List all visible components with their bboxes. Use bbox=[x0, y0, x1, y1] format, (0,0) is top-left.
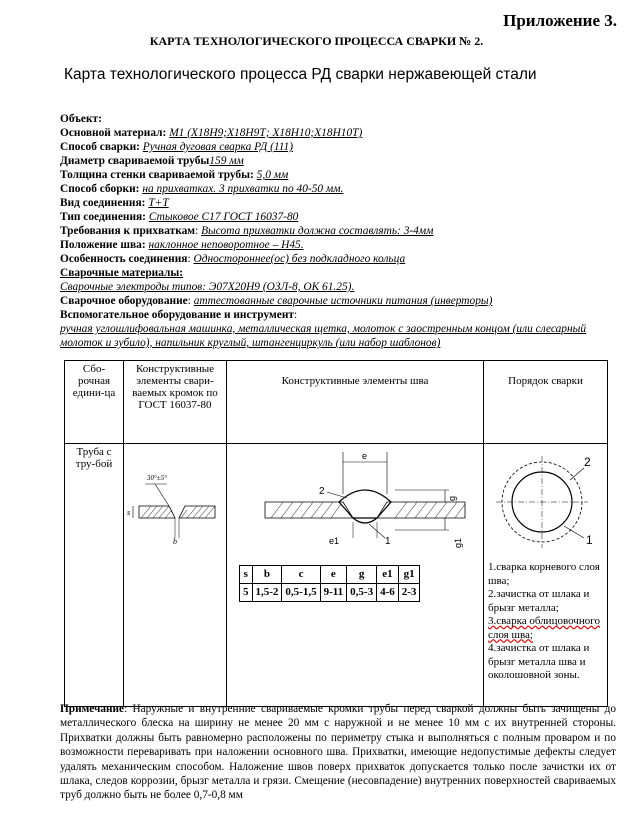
edges-sketch-cell bbox=[124, 444, 227, 707]
note-label: Примечание bbox=[60, 703, 125, 715]
wall-value: 5,0 мм bbox=[256, 169, 289, 181]
left-plate bbox=[139, 506, 175, 518]
b-label: b bbox=[173, 537, 177, 546]
order-label-2: 2 bbox=[583, 455, 591, 469]
equipment-label: Сварочное оборудование bbox=[60, 295, 188, 307]
feature-row: Особенность соединения: Одностороннее(ос) без подкладного кольца bbox=[60, 253, 406, 265]
unit-cell: Труба с тру-бой bbox=[65, 444, 124, 707]
note-paragraph bbox=[60, 702, 616, 803]
consumables-row bbox=[60, 266, 620, 280]
base-material-value: М1 (Х18Н9;Х18Н9Т; Х18Н10;Х18Н10Т) bbox=[169, 127, 363, 139]
assembly-row bbox=[60, 182, 620, 196]
dims-h-e1: e1 bbox=[377, 566, 399, 584]
dims-h-g1: g1 bbox=[398, 566, 420, 584]
dims-h-e: e bbox=[320, 566, 347, 584]
note-text: : Наружные и внутренние свариваемые кромки трубы перед сваркой должны быть зачищены до металлического блеска на ширину не менее 20 мм с наружной и не менее 10 мм с их внутренней стороны. Прихватки должны быть равномерно расположены по периметру стыка и выполняться с полным проваром и по возможности переваривать при наложении основного шва. Прихватки, имеющие недопустимые дефекты следует удалять механическим способом. Наложение швов поверх прихваток допускается только после зачистки их от шлака, следов коррозии, брызг металла и грязи. Смещение (несовпадение) внутренних поверхностей свариваемых труб должно быть не более 0,7-0,8 мм bbox=[60, 703, 616, 802]
consumables-value: Сварочные электроды типов: Э07Х20Н9 (ОЗЛ-8, ОК 61.25). bbox=[60, 281, 355, 293]
method-value: Ручная дуговая сварка РД (111) bbox=[142, 141, 294, 153]
g1-label: g1 bbox=[453, 537, 463, 548]
position-row bbox=[60, 238, 620, 252]
dims-h-c: c bbox=[282, 566, 320, 584]
appendix-label: Приложение 3. bbox=[503, 11, 617, 30]
joint-type-label: Тип соединения: bbox=[60, 211, 146, 223]
process-fields bbox=[60, 112, 620, 350]
aux-value: ручная углошлифовальная машинка, металлическая щетка, молоток с заостренным концом (или слесарный молоток и зубило), напильник круглый, штангенциркуль (или набор шаблонов) bbox=[60, 323, 587, 349]
aux-label: Вспомогательное оборудование и инструмент bbox=[60, 309, 294, 321]
order-label-1: 1 bbox=[585, 533, 593, 547]
assembly-value: на прихватках. 3 прихватки по 40-50 мм. bbox=[142, 183, 344, 195]
dims-h-b: b bbox=[252, 566, 282, 584]
tack-row: Требования к прихваткам: Высота прихватки должна составлять: 3-4мм bbox=[60, 225, 434, 237]
dims-value-row bbox=[240, 584, 420, 602]
position-value: наклонное неповоротное – Н45. bbox=[148, 239, 304, 251]
header-edges: Конструктивные элементы свари-ваемых кромок по ГОСТ 16037-80 bbox=[124, 361, 227, 444]
s-label: s bbox=[127, 508, 131, 517]
joint-type-value: Стыковое С17 ГОСТ 16037-80 bbox=[148, 211, 299, 223]
dims-header-row bbox=[240, 566, 420, 584]
table-header-row bbox=[65, 361, 608, 444]
joint-kind-row bbox=[60, 196, 620, 210]
object-row bbox=[60, 112, 620, 126]
method-row bbox=[60, 140, 620, 154]
header-seam: Конструктивные элементы шва bbox=[227, 361, 484, 444]
dims-h-s: s bbox=[240, 566, 253, 584]
header-unit: Сбо-рочная едини-ца bbox=[65, 361, 124, 444]
weld-seam-sketch bbox=[235, 446, 475, 558]
aux-row: Вспомогательное оборудование и инструмент: bbox=[60, 309, 298, 321]
dimensions-table bbox=[239, 565, 420, 602]
seam-sketch-cell bbox=[227, 444, 484, 707]
dims-v-s: 5 bbox=[240, 584, 253, 602]
step-3: 3.сварка облицовочного слоя шва; bbox=[488, 615, 600, 641]
dims-v-g1: 2-3 bbox=[398, 584, 420, 602]
tack-req-value: Высота прихватки должна составлять: 3-4мм bbox=[201, 225, 434, 237]
header-order: Порядок сварки bbox=[484, 361, 608, 444]
wall-label: Толщина стенки свариваемой трубы: bbox=[60, 169, 254, 181]
edge-preparation-sketch bbox=[127, 444, 223, 584]
diameter-row bbox=[60, 154, 620, 168]
dims-v-g: 0,5-3 bbox=[347, 584, 377, 602]
diameter-value: 159 мм bbox=[209, 155, 244, 167]
order-cell bbox=[484, 444, 608, 707]
equipment-row: Сварочное оборудование: аттестованные сварочные источники питания (инверторы) bbox=[60, 295, 493, 307]
object-label: Объект: bbox=[60, 113, 102, 125]
bevel-angle-label: 30°±5° bbox=[147, 474, 167, 482]
weld-bead bbox=[339, 490, 391, 518]
diameter-label: Диаметр свариваемой трубы bbox=[60, 155, 210, 167]
hatching bbox=[271, 502, 465, 518]
equipment-value: аттестованные сварочные источники питания (инверторы) bbox=[193, 295, 493, 307]
dims-v-c: 0,5-1,5 bbox=[282, 584, 320, 602]
tack-req-label: Требования к прихваткам bbox=[60, 225, 196, 237]
dims-v-e: 9-11 bbox=[320, 584, 347, 602]
e1-label: e1 bbox=[329, 536, 340, 546]
feature-label: Особенность соединения bbox=[60, 253, 188, 265]
step-4: 4.зачистка от шлака и брызг металла шва и околошовной зоны. bbox=[488, 642, 590, 681]
feature-value: Одностороннее(ос) без подкладного кольца bbox=[193, 253, 406, 265]
step-2: 2.зачистка от шлака и брызг металла; bbox=[488, 588, 590, 614]
step-1: 1.сварка корневого слоя шва; bbox=[488, 561, 600, 587]
label-1: 1 bbox=[385, 536, 391, 547]
base-material-row bbox=[60, 126, 620, 140]
base-material-label: Основной материал: bbox=[60, 127, 167, 139]
dims-v-e1: 4-6 bbox=[377, 584, 399, 602]
wall-row bbox=[60, 168, 620, 182]
document-title: КАРТА ТЕХНОЛОГИЧЕСКОГО ПРОЦЕССА СВАРКИ № 2. bbox=[149, 34, 484, 48]
joint-kind-label: Вид соединения: bbox=[60, 197, 146, 209]
document-subtitle: Карта технологического процесса РД сварки нержавеющей стали bbox=[64, 66, 537, 83]
consumables-value-row bbox=[60, 280, 620, 294]
dims-v-b: 1,5-2 bbox=[252, 584, 282, 602]
table-row bbox=[65, 444, 608, 707]
position-label: Положение шва: bbox=[60, 239, 146, 251]
label-2: 2 bbox=[319, 486, 325, 497]
welding-order-sketch bbox=[490, 446, 602, 558]
method-label: Способ сварки: bbox=[60, 141, 140, 153]
e-label: e bbox=[362, 451, 368, 461]
assembly-label: Способ сборки: bbox=[60, 183, 140, 195]
root-bead bbox=[353, 518, 377, 523]
dims-h-g: g bbox=[347, 566, 377, 584]
consumables-label: Сварочные материалы: bbox=[60, 267, 184, 279]
welding-steps bbox=[488, 561, 603, 683]
joint-kind-value: Т+Т bbox=[148, 197, 169, 209]
process-table bbox=[64, 360, 608, 707]
aux-value-row bbox=[60, 322, 620, 350]
joint-type-row bbox=[60, 210, 620, 224]
right-plate bbox=[179, 506, 215, 518]
g-label: g bbox=[447, 495, 457, 501]
